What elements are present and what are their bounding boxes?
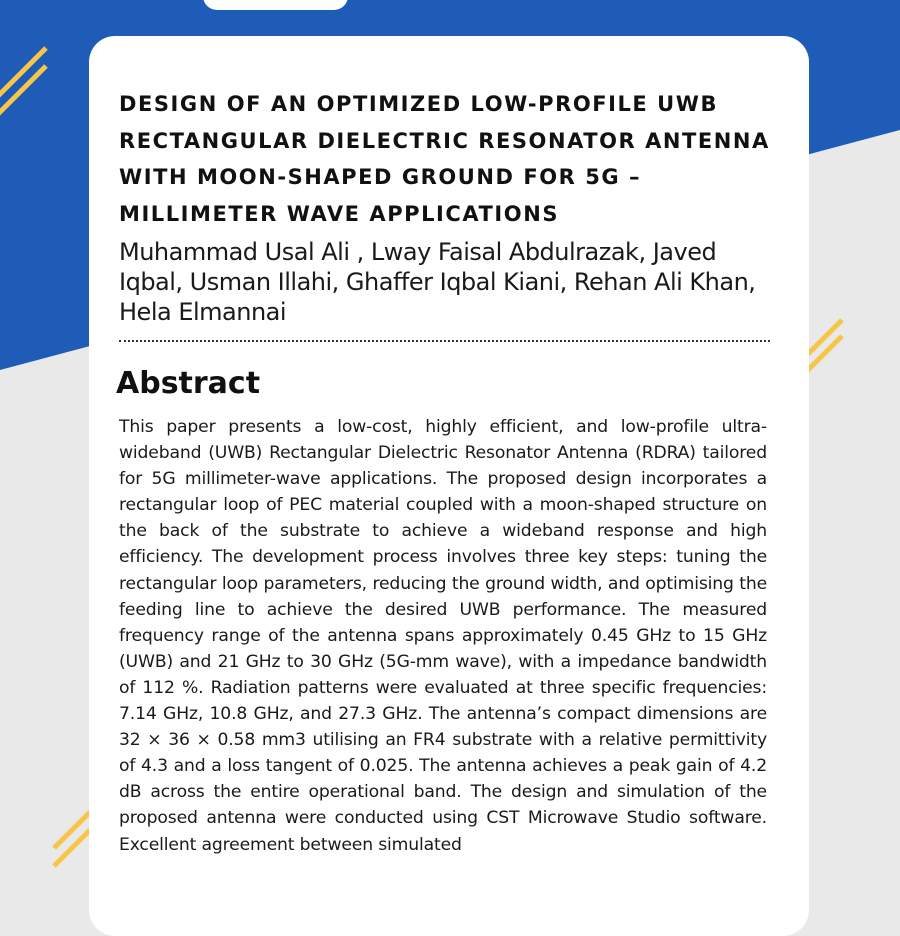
paper-title: DESIGN OF AN OPTIMIZED LOW-PROFILE UWB RECTANGULAR DIELECTRIC RESONATOR ANTENNA WITH MOON-SHAPED GROUND FOR 5G – MILLIMETER WAVE APPLICATIONS bbox=[119, 92, 770, 226]
abstract-text: This paper presents a low-cost, highly efficient, and low-profile ultra-wideband (UWB) Rectangular Dielectric Resonator Antenna (RDRA) tailored for 5G millimeter-wave applications. The proposed design incorporates a rectangular loop of PEC material coupled with a moon-shaped structure on the back of the substrate to achieve a wideband response and high efficiency. The development process involves three key steps: tuning the rectangular loop parameters, reducing the ground width, and optimising the feeding line to achieve the desired UWB performance. The measured frequency range of the antenna spans approximately 0.45 GHz to 15 GHz (UWB) and 21 GHz to 30 GHz (5G-mm wave), with a impedance bandwidth of 112 %. Radiation patterns were evaluated at three specific frequencies: 7.14 GHz, 10.8 GHz, and 27.3 GHz. The antenna’s compact dimensions are 32 × 36 × 0.58 mm3 utilising an FR4 substrate with a relative permittivity of 4.3 and a loss tangent of 0.025. The antenna achieves a peak gain of 4.2 dB across the entire operational band. The design and simulation of the proposed antenna were conducted using CST Microwave Studio software. Excellent agreement between simulated bbox=[119, 417, 767, 855]
abstract-heading: Abstract bbox=[116, 366, 261, 401]
paper-authors: Muhammad Usal Ali , Lway Faisal Abdulrazak, Javed Iqbal, Usman Illahi, Ghaffer Iqbal Kiani, Rehan Ali Khan, Hela Elmannai bbox=[119, 238, 756, 326]
dotted-divider bbox=[119, 340, 770, 342]
top-tab-decoration bbox=[203, 0, 348, 10]
yellow-stripes-top-left bbox=[0, 40, 60, 120]
yellow-stripes-right bbox=[800, 310, 860, 380]
